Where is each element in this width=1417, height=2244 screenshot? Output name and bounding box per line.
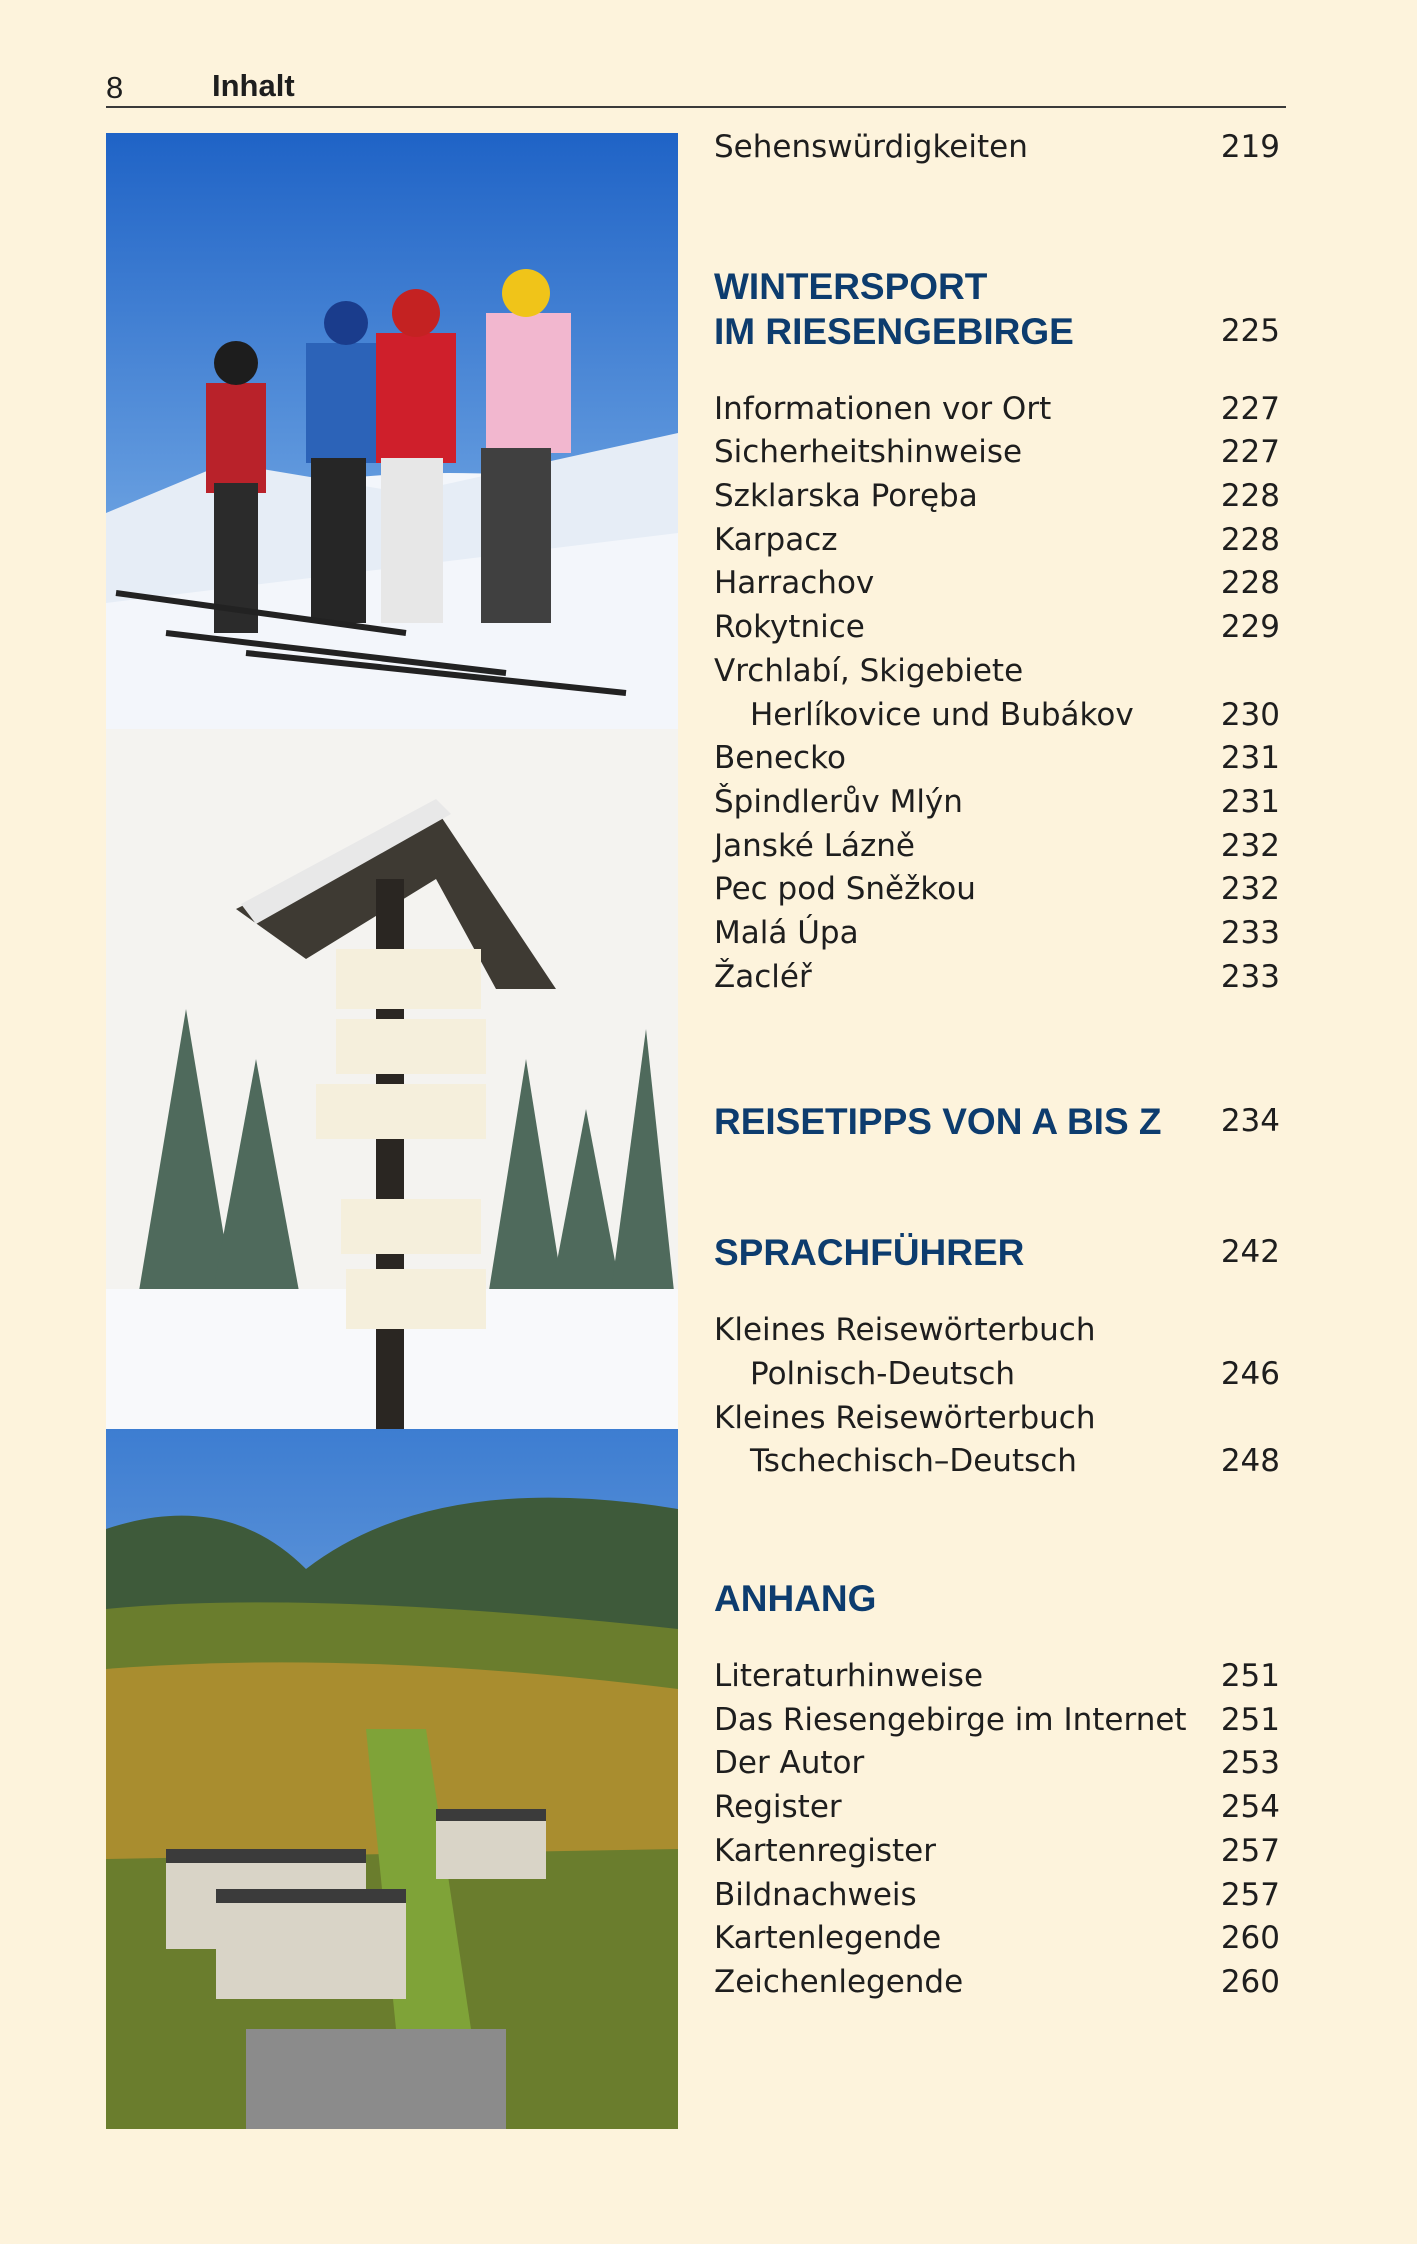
toc-entry[interactable]: Pec pod Sněžkou 232 <box>714 871 1280 908</box>
toc-entry[interactable]: Szklarska Poręba 228 <box>714 478 1280 515</box>
toc-entry[interactable]: Literaturhinweise 251 <box>714 1658 1280 1695</box>
valley-photo <box>106 1429 678 2129</box>
toc-entry[interactable]: Benecko 231 <box>714 740 1280 777</box>
toc-entry[interactable]: Der Autor 253 <box>714 1745 1280 1782</box>
toc-entry[interactable]: Janské Lázně 232 <box>714 827 1280 864</box>
toc-entry[interactable]: Register 254 <box>714 1789 1280 1826</box>
toc-entry[interactable]: Tschechisch–Deutsch 248 <box>750 1443 1280 1480</box>
toc-entry[interactable]: Malá Úpa 233 <box>714 914 1280 951</box>
sprachfuehrer-entries <box>714 1309 1280 1484</box>
table-of-contents <box>714 126 1280 2005</box>
section-anhang[interactable]: ANHANG <box>714 1578 877 1620</box>
toc-entry[interactable]: Vrchlabí, Skigebiete <box>714 652 1024 689</box>
toc-entry[interactable]: Rokytnice 229 <box>714 609 1280 646</box>
skiers-photo <box>106 133 678 729</box>
page-header <box>106 62 1286 108</box>
section-reisetipps[interactable]: REISETIPPS VON A BIS Z 234 <box>714 1101 1280 1143</box>
toc-entry[interactable]: Kartenregister 257 <box>714 1832 1280 1869</box>
page-title: Inhalt <box>212 68 295 103</box>
toc-entry[interactable]: Informationen vor Ort 227 <box>714 390 1280 427</box>
toc-entry[interactable]: Žacléř 233 <box>714 958 1280 995</box>
toc-entry[interactable]: Sehenswürdigkeiten 219 <box>714 129 1280 165</box>
toc-entry[interactable]: Sicherheitshinweise 227 <box>714 434 1280 471</box>
section-sprachfuehrer[interactable]: SPRACHFÜHRER 242 <box>714 1232 1280 1274</box>
toc-entry[interactable]: Bildnachweis 257 <box>714 1876 1280 1913</box>
wintersport-entries <box>714 388 1280 1000</box>
toc-entry[interactable]: Kleines Reisewörterbuch <box>714 1312 1096 1349</box>
toc-entry[interactable]: Kartenlegende 260 <box>714 1920 1280 1957</box>
signpost-photo <box>106 729 678 1429</box>
toc-entry[interactable]: Polnisch-Deutsch 246 <box>750 1356 1280 1392</box>
toc-entry[interactable]: Herlíkovice und Bubákov 230 <box>750 696 1280 733</box>
toc-entry[interactable]: Das Riesengebirge im Internet 251 <box>714 1701 1280 1738</box>
anhang-entries <box>714 1655 1280 2005</box>
toc-entry[interactable]: Kleines Reisewörterbuch <box>714 1399 1096 1436</box>
section-wintersport[interactable]: WINTERSPORT IM RIESENGEBIRGE 225 <box>714 265 1280 352</box>
page-number: 8 <box>106 70 124 105</box>
toc-entry[interactable]: Karpacz 228 <box>714 521 1280 558</box>
toc-entry[interactable]: Harrachov 228 <box>714 565 1280 602</box>
toc-entry[interactable]: Špindlerův Mlýn 231 <box>714 783 1280 820</box>
toc-entry[interactable]: Zeichenlegende 260 <box>714 1963 1280 2000</box>
